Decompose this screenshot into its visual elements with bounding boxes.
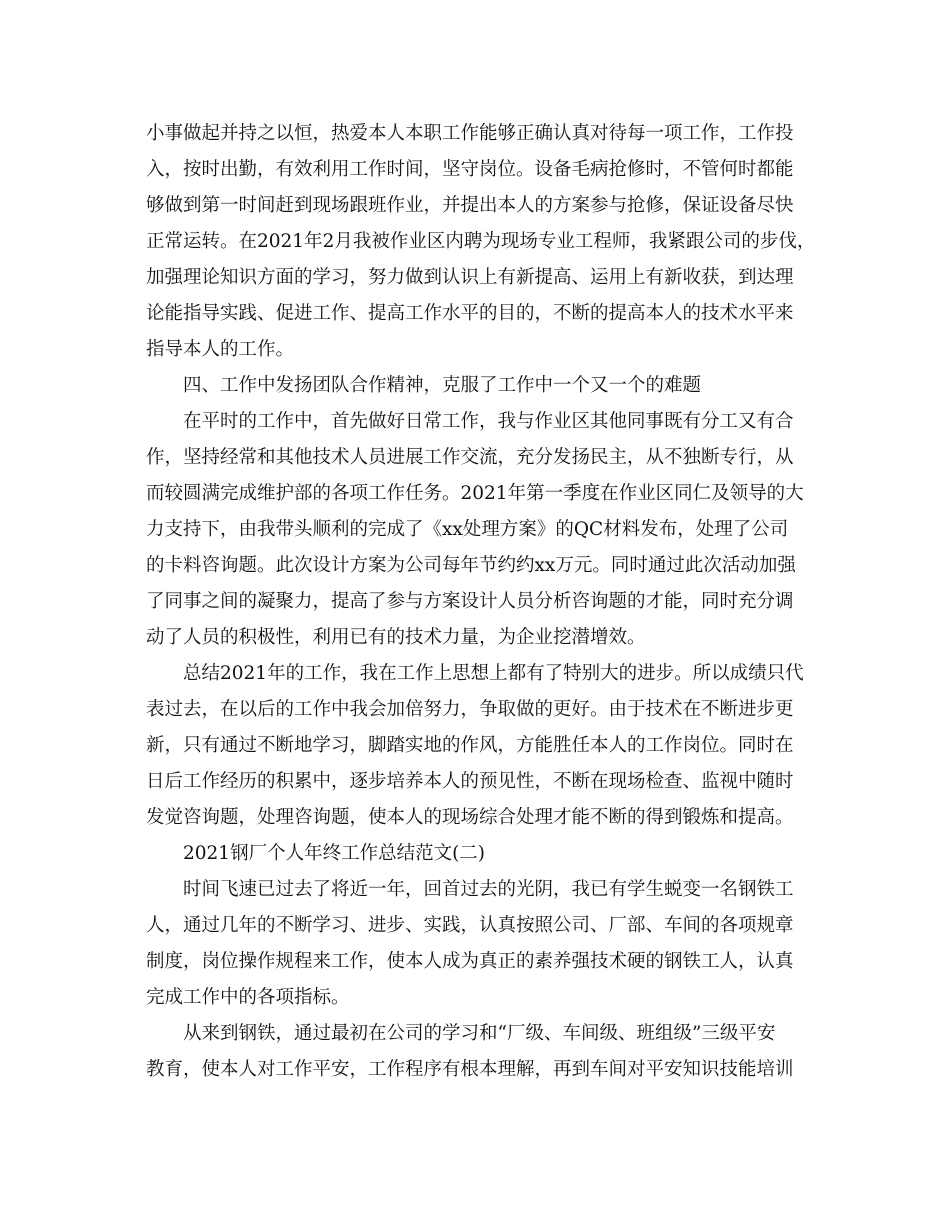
body-line: 指导本人的工作。 <box>146 339 295 360</box>
body-line: 动了人员的积极性，利用已有的技术力量，为企业挖潜增效。 <box>146 627 646 648</box>
body-line: 小事做起并持之以恒，热爱本人本职工作能够正确认真对待每一项工作，工作投 <box>146 123 794 144</box>
body-line: 完成工作中的各项指标。 <box>146 987 350 1008</box>
body-line: 人，通过几年的不断学习、进步、实践，认真按照公司、厂部、车间的各项规章 <box>146 915 794 936</box>
body-line: 日后工作经历的积累中，逐步培养本人的预见性，不断在现场检查、监视中随时 <box>146 771 794 792</box>
body-line: 发觉咨询题，处理咨询题，使本人的现场综合处理才能不断的得到锻炼和提高。 <box>146 807 794 828</box>
body-line: 在平时的工作中，首先做好日常工作，我与作业区其他同事既有分工又有合 <box>183 411 794 432</box>
body-line: 够做到第一时间赶到现场跟班作业，并提出本人的方案参与抢修，保证设备尽快 <box>146 195 794 216</box>
document-body <box>146 116 826 1088</box>
body-line: 总结2021年的工作，我在工作上思想上都有了特别大的进步。所以成绩只代 <box>183 663 804 684</box>
section-heading: 四、工作中发扬团队合作精神，克服了工作中一个又一个的难题 <box>183 375 702 396</box>
body-line: 正常运转。在2021年2月我被作业区内聘为现场专业工程师，我紧跟公司的步伐， <box>146 231 816 252</box>
body-line: 表过去，在以后的工作中我会加倍努力，争取做的更好。由于技术在不断进步更 <box>146 699 794 720</box>
body-line: 了同事之间的凝聚力，提高了参与方案设计人员分析咨询题的才能，同时充分调 <box>146 591 794 612</box>
body-line: 论能指导实践、促进工作、提高工作水平的目的，不断的提高本人的技术水平来 <box>146 303 794 324</box>
section-title: 2021钢厂个人年终工作总结范文(二) <box>183 843 486 864</box>
body-line: 作，坚持经常和其他技术人员进展工作交流，充分发扬民主，从不独断专行，从 <box>146 447 794 468</box>
body-line: 入，按时出勤，有效利用工作时间，坚守岗位。设备毛病抢修时，不管何时都能 <box>146 159 794 180</box>
body-line: 而较圆满完成维护部的各项工作任务。2021年第一季度在作业区同仁及领导的大 <box>146 483 804 504</box>
body-line: 加强理论知识方面的学习，努力做到认识上有新提高、运用上有新收获，到达理 <box>146 267 794 288</box>
body-line: 制度，岗位操作规程来工作，使本人成为真正的素养强技术硬的钢铁工人，认真 <box>146 951 794 972</box>
body-line: 从来到钢铁，通过最初在公司的学习和“厂级、车间级、班组级”三级平安 <box>183 1023 776 1044</box>
body-line: 的卡料咨询题。此次设计方案为公司每年节约约xx万元。同时通过此次活动加强 <box>146 555 796 576</box>
body-line: 教育，使本人对工作平安，工作程序有根本理解，再到车间对平安知识技能培训 <box>146 1059 794 1080</box>
body-line: 时间飞速已过去了将近一年，回首过去的光阴，我已有学生蜕变一名钢铁工 <box>183 879 794 900</box>
body-line: 新，只有通过不断地学习，脚踏实地的作风，方能胜任本人的工作岗位。同时在 <box>146 735 794 756</box>
body-line: 力支持下，由我带头顺利的完成了《xx处理方案》的QC材料发布，处理了公司 <box>146 519 789 540</box>
